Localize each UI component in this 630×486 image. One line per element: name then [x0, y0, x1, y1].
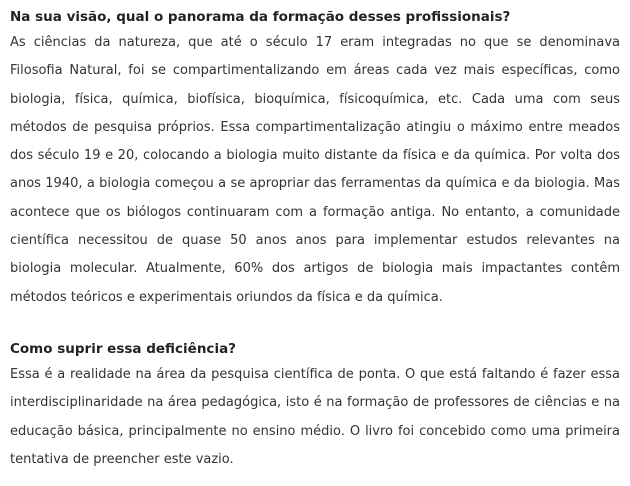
section-heading-panorama: Na sua visão, qual o panorama da formação desses profissionais? — [10, 9, 511, 25]
section-spacer — [10, 312, 620, 338]
section-heading-deficiencia: Como suprir essa deficiência? — [10, 340, 237, 357]
section-paragraph-deficiencia: Essa é a realidade na área da pesquisa científica de ponta. O que está faltando é fazer essa interdisciplinaridade na área pedagógica, isto é na formação de professores de ciências e na educação básica, principalmente no ensino médio. O livro foi concebido como uma primeira tentativa de preencher este vazio. — [10, 366, 620, 467]
section-paragraph-panorama: As ciências da natureza, que até o século 17 eram integradas no que se denominava Filosofia Natural, foi se compartimentalizando em áreas cada vez mais específicas, como biologia, física, química, biofísica, bioquímica, físicoquímica, etc. Cada uma com seus métodos de pesquisa próprios. Essa compartimentalização atingiu o máximo entre meados dos século 19 e 20, colocando a biologia muito distante da física e da química. Por volta dos anos 1940, a biologia começou a se apropriar das ferramentas da química e da biologia. Mas acontece que os biólogos continuaram com a formação antiga. No entanto, a comunidade científica necessitou de quase 50 anos anos para implementar estudos relevantes na biologia molecular. Atualmente, 60% dos artigos de biologia mais impactantes contêm métodos teóricos e experimentais oriundos da física e da química. — [10, 35, 620, 305]
